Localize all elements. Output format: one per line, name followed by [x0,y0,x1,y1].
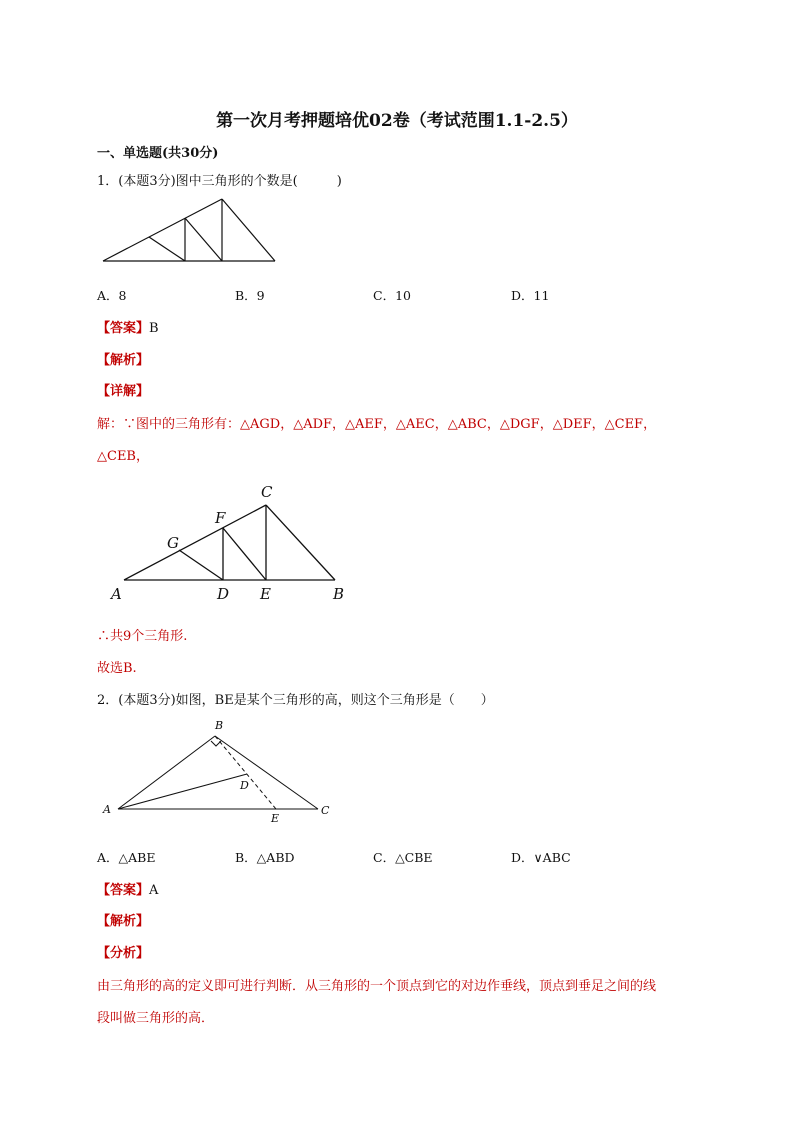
q2-fenxi-line2: 段叫做三角形的高． [97,1011,215,1026]
q1-option-c: C．10 [373,288,411,303]
q2-option-a: A．△ABE [97,850,156,865]
segment-fe [223,528,266,580]
q2-fenxi-line1: 由三角形的高的定义即可进行判断．从三角形的一个顶点到它的对边作垂线，顶点到垂足之间的线 [97,979,657,994]
label-d: D [240,779,249,792]
q1-small-line-gd [149,237,185,261]
label-c: C [261,483,273,501]
q1-small-line-fe [185,218,222,261]
label-g: G [167,534,179,552]
answer-value: B [149,321,159,336]
q1-option-a: A．8 [97,288,127,303]
label-a: A [111,585,122,603]
q2-option-d: D．∨ABC [511,850,571,865]
q1-option-b: B．9 [235,288,265,303]
q1-detail-tag: 【详解】 [97,384,150,399]
q2-figure [95,715,345,830]
label-e: E [260,585,271,603]
label-e: E [271,812,280,825]
label-d: D [217,585,230,603]
q2-analysis-tag: 【解析】 [97,914,150,929]
q2-option-c: C．△CBE [373,850,433,865]
q1-conclusion: ∴共9个三角形. [97,629,188,644]
q2-answer [97,879,158,898]
q1-analysis-tag: 【解析】 [97,353,150,368]
label-b: B [215,719,224,732]
segment-ac [124,505,266,580]
label-a: A [103,803,111,816]
label-b: B [333,585,345,603]
segment-gd [179,550,223,580]
label-c: C [321,804,330,817]
q1-figure-labeled [105,478,365,608]
q1-option-d: D．11 [511,288,550,303]
section-heading: 一、单选题(共30分) [97,146,219,161]
q1-answer [97,317,159,336]
answer-tag: 【答案】 [97,883,150,898]
answer-tag: 【答案】 [97,321,150,336]
segment-ab [118,736,215,809]
q1-solution-line1: 解：∵图中的三角形有：△AGD，△ADF，△AEF，△AEC，△ABC，△DGF，△DEF，△CEF， [97,417,657,432]
segment-cb [266,505,335,580]
label-f: F [215,509,226,527]
q1-small-left-line [103,199,222,261]
answer-value: A [149,883,159,898]
q2-option-b: B．△ABD [235,850,295,865]
q1-small-right-line [222,199,275,261]
q1-figure-small [95,190,285,268]
page-title: 第一次月考押题培优02卷（考试范围1.1-2.5） [216,111,578,131]
q1-choose: 故选B. [97,661,137,676]
q1-stem: 1．(本题3分)图中三角形的个数是( ) [97,174,342,189]
q1-solution-line2: △CEB， [97,449,149,464]
q2-fenxi-tag: 【分析】 [97,946,150,961]
q2-stem: 2．(本题3分)如图，BE是某个三角形的高，则这个三角形是（ ） [97,693,494,708]
segment-ad [118,774,247,809]
